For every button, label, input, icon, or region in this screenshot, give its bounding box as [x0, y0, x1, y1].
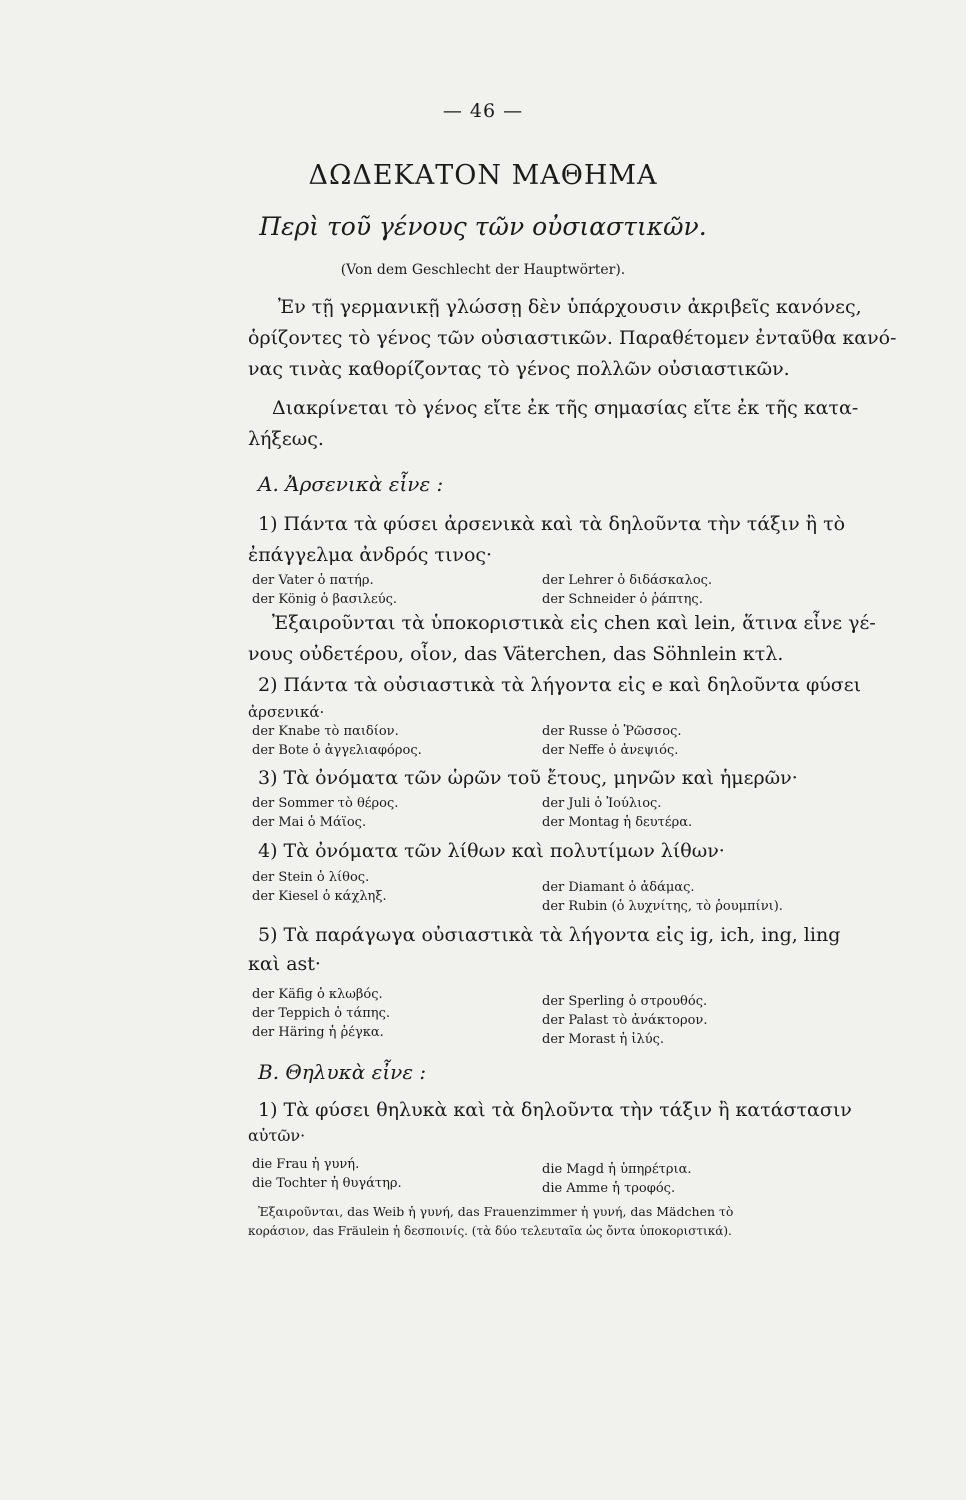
rule-a4: 4) Τὰ ὀνόματα τῶν λίθων καὶ πολυτίμων λίθων·	[258, 840, 725, 862]
example-b1-left-1: die Frau ἡ γυνή.	[252, 1157, 360, 1172]
note-b1-line-2: κοράσιον, das Fräulein ἡ δεσποινίς. (τὰ δύο τελευταῖα ὡς ὄντα ὑποκοριστικά).	[248, 1224, 732, 1238]
rule-a1-line-1: 1) Πάντα τὰ φύσει ἀρσενικὰ καὶ τὰ δηλοῦντα τὴν τάξιν ἢ τὸ	[258, 513, 846, 535]
example-a2-right-2: der Neffe ὁ ἀνεψιός.	[542, 743, 679, 758]
example-a4-left-2: der Kiesel ὁ κάχληξ.	[252, 889, 387, 904]
exception-a1-line-1: Ἐξαιροῦνται τὰ ὑποκοριστικὰ εἰς chen καὶ lein, ἅτινα εἶνε γέ-	[272, 612, 876, 634]
example-a3-left-2: der Mai ὁ Μάϊος.	[252, 815, 367, 830]
lesson-title: ΔΩΔΕΚΑΤΟΝ ΜΑΘΗΜΑ	[308, 160, 658, 191]
section-a-heading: Α. Ἀρσενικὰ εἶνε :	[258, 472, 444, 496]
example-a4-right-2: der Rubin (ὁ λυχνίτης, τὸ ῥουμπίνι).	[542, 899, 783, 914]
note-b1-line-1: Ἐξαιροῦνται, das Weib ἡ γυνή, das Frauenzimmer ἡ γυνή, das Mädchen τὸ	[258, 1204, 734, 1219]
example-a5-right-1: der Sperling ὁ στρουθός.	[542, 994, 708, 1009]
rule-b1-line-1: 1) Τὰ φύσει θηλυκὰ καὶ τὰ δηλοῦντα τὴν τάξιν ἢ κατάστασιν	[258, 1099, 852, 1121]
example-a3-right-1: der Juli ὁ Ἰούλιος.	[542, 796, 662, 811]
example-a2-left-1: der Knabe τὸ παιδίον.	[252, 724, 399, 739]
intro-line-3: νας τινὰς καθορίζοντας τὸ γένος πολλῶν οὐσιαστικῶν.	[248, 358, 790, 380]
intro-line-2: ὁρίζοντες τὸ γένος τῶν οὐσιαστικῶν. Παραθέτομεν ἐνταῦθα κανό-	[248, 327, 897, 349]
example-b1-left-2: die Tochter ἡ θυγάτηρ.	[252, 1176, 402, 1191]
rule-a5-line-2: καὶ ast·	[248, 953, 321, 975]
section-b-heading: Β. Θηλυκὰ εἶνε :	[258, 1060, 427, 1084]
intro-line-1: Ἐν τῇ γερμανικῇ γλώσσῃ δὲν ὑπάρχουσιν ἀκριβεῖς κανόνες,	[278, 296, 862, 318]
lesson-subtitle: Περὶ τοῦ γένους τῶν οὐσιαστικῶν.	[259, 212, 707, 241]
example-a3-left-1: der Sommer τὸ θέρος.	[252, 796, 399, 811]
example-a1-left-2: der König ὁ βασιλεύς.	[252, 592, 398, 607]
example-a5-left-3: der Häring ἡ ῥέγκα.	[252, 1025, 384, 1040]
example-a5-right-2: der Palast τὸ ἀνάκτορον.	[542, 1013, 708, 1028]
example-a5-right-3: der Morast ἡ ἰλύς.	[542, 1032, 665, 1047]
example-a4-left-1: der Stein ὁ λίθος.	[252, 870, 370, 885]
intro2-line-2: λήξεως.	[248, 428, 324, 450]
example-b1-right-2: die Amme ἡ τροφός.	[542, 1181, 676, 1196]
rule-a2-line-2: ἀρσενικά·	[248, 703, 325, 721]
intro2-line-1: Διακρίνεται τὸ γένος εἴτε ἐκ τῆς σημασίας εἴτε ἐκ τῆς κατα-	[272, 397, 859, 419]
rule-a2-line-1: 2) Πάντα τὰ οὐσιαστικὰ τὰ λήγοντα εἰς e καὶ δηλοῦντα φύσει	[258, 674, 862, 696]
page-number: — 46 —	[442, 100, 524, 122]
example-a5-left-2: der Teppich ὁ τάπης.	[252, 1006, 390, 1021]
example-a4-right-1: der Diamant ὁ ἀδάμας.	[542, 880, 695, 895]
example-b1-right-1: die Magd ἡ ὑπηρέτρια.	[542, 1162, 692, 1177]
exception-a1-line-2: νους οὐδετέρου, οἷον, das Väterchen, das Söhnlein κτλ.	[248, 643, 784, 665]
example-a1-left-1: der Vater ὁ πατήρ.	[252, 573, 374, 588]
rule-b1-line-2: αὐτῶν·	[248, 1126, 306, 1145]
example-a1-right-2: der Schneider ὁ ῥάπτης.	[542, 592, 703, 607]
example-a3-right-2: der Montag ἡ δευτέρα.	[542, 815, 693, 830]
rule-a1-line-2: ἐπάγγελμα ἀνδρός τινος·	[248, 544, 493, 566]
lesson-subtitle-german: (Von dem Geschlecht der Hauptwörter).	[340, 262, 626, 278]
rule-a3: 3) Τὰ ὀνόματα τῶν ὡρῶν τοῦ ἔτους, μηνῶν καὶ ἡμερῶν·	[258, 767, 798, 789]
example-a5-left-1: der Käfig ὁ κλωβός.	[252, 987, 383, 1002]
example-a1-right-1: der Lehrer ὁ διδάσκαλος.	[542, 573, 713, 588]
example-a2-right-1: der Russe ὁ Ῥῶσσος.	[542, 724, 682, 739]
example-a2-left-2: der Bote ὁ ἀγγελιαφόρος.	[252, 743, 422, 758]
rule-a5-line-1: 5) Τὰ παράγωγα οὐσιαστικὰ τὰ λήγοντα εἰς ig, ich, ing, ling	[258, 924, 841, 946]
